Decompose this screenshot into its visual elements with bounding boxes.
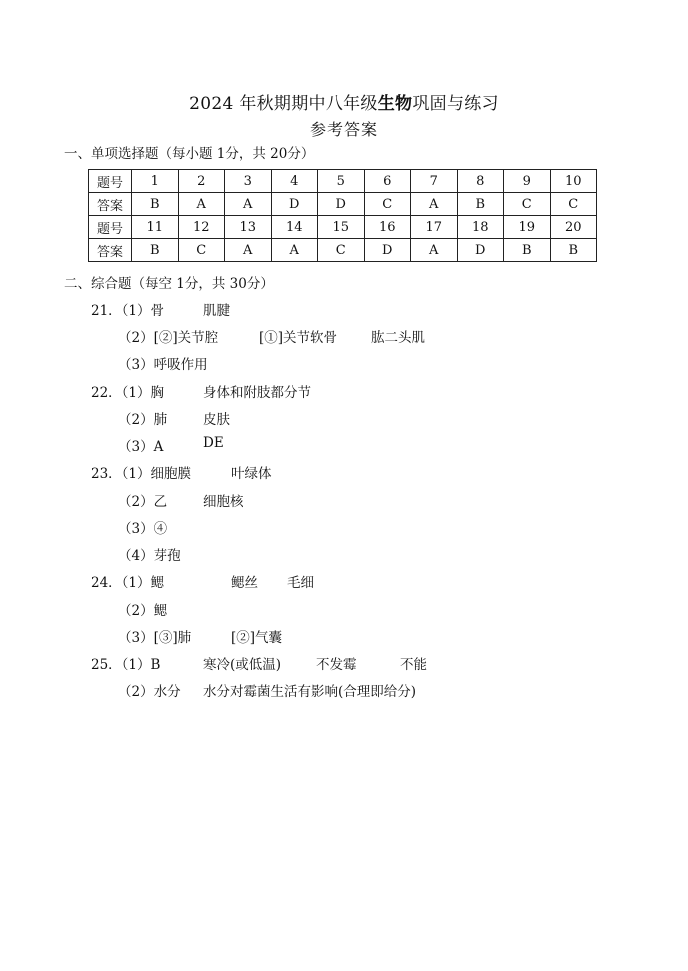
table-cell: 18 — [457, 216, 504, 239]
answer-text: [②]气囊 — [231, 630, 283, 646]
row-header-cell: 答案 — [89, 193, 132, 216]
answer-text: （3）A — [118, 439, 164, 455]
table-cell: C — [318, 239, 365, 262]
table-cell: B — [550, 239, 597, 262]
table-row — [89, 193, 597, 216]
table-cell: 16 — [364, 216, 411, 239]
table-cell: 1 — [132, 170, 179, 193]
answer-text: 皮肤 — [203, 412, 230, 428]
answer-text: 毛细 — [287, 575, 314, 591]
answer-text: DE — [203, 435, 224, 451]
section-heading-choice: 一、单项选择题（每小题 1分，共 20分） — [64, 146, 315, 162]
table-cell: D — [364, 239, 411, 262]
table-cell: C — [550, 193, 597, 216]
answer-table — [88, 169, 597, 262]
answer-text: 不能 — [400, 657, 427, 673]
table-cell: 20 — [550, 216, 597, 239]
table-cell: D — [318, 193, 365, 216]
answer-text: 身体和附肢都分节 — [203, 385, 311, 401]
table-cell: 12 — [178, 216, 225, 239]
answer-text: 细胞核 — [203, 494, 244, 510]
table-cell: A — [411, 239, 458, 262]
table-cell: A — [178, 193, 225, 216]
table-cell: 10 — [550, 170, 597, 193]
answer-text: [①]关节软骨 — [259, 330, 338, 346]
answer-text: （4）芽孢 — [118, 548, 181, 564]
answer-text: （3）[③]肺 — [118, 630, 192, 646]
answer-text: 24．（1）鳃 — [91, 575, 165, 591]
table-cell: A — [271, 239, 318, 262]
row-header-cell: 答案 — [89, 239, 132, 262]
answer-text: 水分对霉菌生活有影响(合理即给分) — [203, 684, 417, 700]
answer-text: （3）④ — [118, 521, 168, 537]
table-cell: 5 — [318, 170, 365, 193]
table-cell: 6 — [364, 170, 411, 193]
table-cell: A — [225, 239, 272, 262]
table-cell: 19 — [504, 216, 551, 239]
answer-text: 不发霉 — [316, 657, 357, 673]
answer-text: 寒冷(或低温) — [203, 657, 282, 673]
table-cell: B — [504, 239, 551, 262]
table-cell: 9 — [504, 170, 551, 193]
table-cell: 11 — [132, 216, 179, 239]
section-heading-comprehensive: 二、综合题（每空 1分，共 30分） — [64, 276, 274, 292]
table-cell: 17 — [411, 216, 458, 239]
answer-text: （2）肺 — [118, 412, 168, 428]
answer-text: （2）乙 — [118, 494, 168, 510]
table-row — [89, 239, 597, 262]
answer-text: （2）水分 — [118, 684, 181, 700]
table-cell: B — [132, 193, 179, 216]
table-cell: 2 — [178, 170, 225, 193]
table-cell: 13 — [225, 216, 272, 239]
table-cell: B — [132, 239, 179, 262]
row-header-cell: 题号 — [89, 170, 132, 193]
answer-text: 肌腱 — [203, 303, 230, 319]
table-cell: C — [364, 193, 411, 216]
answer-text: 23．（1）细胞膜 — [91, 466, 192, 482]
answer-text: 鳃丝 — [231, 575, 258, 591]
table-row — [89, 216, 597, 239]
table-cell: D — [457, 239, 504, 262]
answer-text: 叶绿体 — [231, 466, 272, 482]
answer-text: （2）鳃 — [118, 603, 168, 619]
table-cell: 7 — [411, 170, 458, 193]
table-cell: 14 — [271, 216, 318, 239]
document-title: 2024 年秋期期中八年级生物巩固与练习 — [189, 94, 499, 114]
table-cell: 4 — [271, 170, 318, 193]
table-cell: C — [178, 239, 225, 262]
table-cell: A — [411, 193, 458, 216]
answer-text: 25．（1）B — [91, 657, 161, 673]
table-cell: 8 — [457, 170, 504, 193]
row-header-cell: 题号 — [89, 216, 132, 239]
answer-text: 22．（1）胸 — [91, 385, 165, 401]
table-cell: 15 — [318, 216, 365, 239]
table-cell: C — [504, 193, 551, 216]
table-cell: B — [457, 193, 504, 216]
document-subtitle: 参考答案 — [309, 120, 378, 139]
answer-text: 肱二头肌 — [371, 330, 425, 346]
answer-text: （2）[②]关节腔 — [118, 330, 219, 346]
answer-text: 21．（1）骨 — [91, 303, 165, 319]
table-cell: D — [271, 193, 318, 216]
table-cell: A — [225, 193, 272, 216]
answer-text: （3）呼吸作用 — [118, 357, 208, 373]
table-row — [89, 170, 597, 193]
table-cell: 3 — [225, 170, 272, 193]
